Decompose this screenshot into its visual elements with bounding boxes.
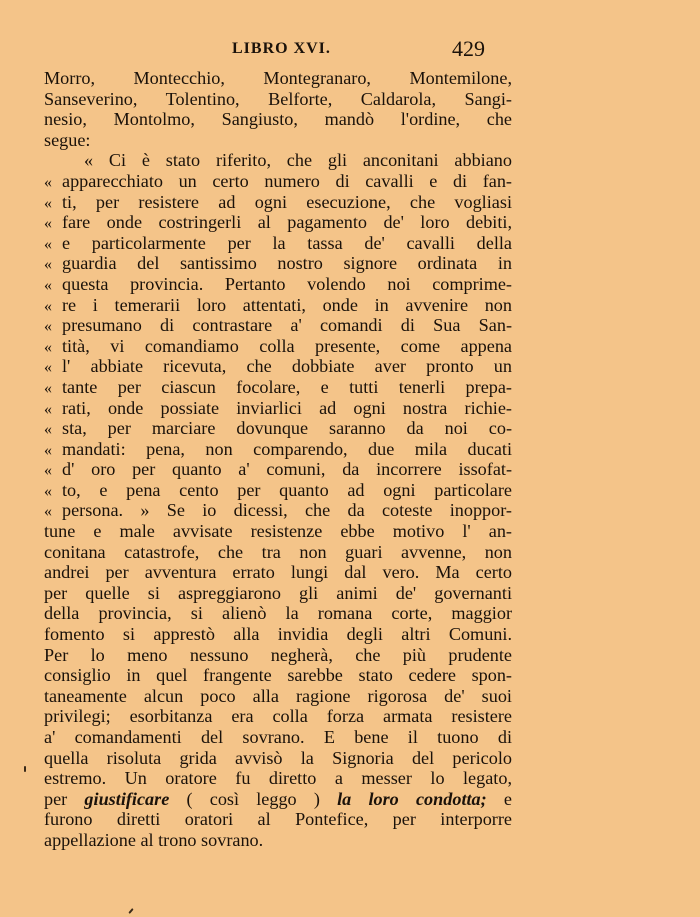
quote-line: [44, 336, 512, 357]
quote-mark: «: [44, 482, 52, 500]
text-line: Morro, Montecchio, Montegranaro, Montemilone,: [44, 68, 512, 88]
quote-line: [44, 212, 512, 233]
quote-text: d' oro per quanto a' comuni, da incorrere issofat-: [62, 459, 512, 480]
text-line: furono diretti oratori al Pontefice, per interporre: [44, 809, 512, 830]
text-line: nesio, Montolmo, Sangiusto, mandò l'ordine, che: [44, 109, 512, 130]
quote-line: [44, 418, 512, 439]
quote-text: persona. » Se io dicessi, che da coteste inoppor-: [62, 500, 512, 521]
quote-mark: «: [44, 173, 52, 191]
quote-text: re i temerarii loro attentati, onde in avvenire non: [62, 294, 512, 315]
text-line: segue:: [44, 129, 91, 150]
quote-line: [44, 150, 512, 171]
body-text: [44, 68, 512, 851]
quote-mark: «: [44, 379, 52, 397]
quote-text: presumano di contrastare a' comandi di Sua San-: [62, 315, 512, 336]
quote-line: [44, 295, 512, 316]
quote-mark: «: [44, 400, 52, 418]
quote-line: [44, 233, 512, 254]
quote-mark: «: [44, 318, 52, 336]
text-line: consiglio in quel frangente sarebbe stato cedere spon-: [44, 665, 512, 686]
quote-mark: «: [44, 421, 52, 439]
quote-text: ti, per resistere ad ogni esecuzione, che vogliasi: [62, 191, 512, 212]
text-line: quella risoluta grida avvisò la Signoria del pericolo: [44, 747, 512, 768]
ink-speck: [128, 908, 133, 914]
quote-text: e particolarmente per la tassa de' cavalli della: [62, 232, 512, 253]
text-line: privilegi; esorbitanza era colla forza armata resistere: [44, 706, 512, 727]
quote-line: [44, 274, 512, 295]
quote-line: [44, 192, 512, 213]
text-line: appellazione al trono sovrano.: [44, 829, 264, 850]
quote-line: [44, 171, 512, 192]
text-line: taneamente alcun poco alla ragione rigorosa de' suoi: [44, 685, 512, 706]
quote-text: rati, onde possiate inviarlici ad ogni nostra richie-: [62, 397, 512, 418]
text-line: fomento si apprestò alla invidia degli altri Comuni.: [44, 624, 512, 645]
quote-line: [44, 439, 512, 460]
text-line-with-italics: [44, 789, 512, 810]
quote-line: [44, 377, 512, 398]
text-line: per quelle si aspreggiarono gli animi de' governanti: [44, 582, 512, 603]
ink-speck: [24, 766, 26, 772]
quote-mark: «: [44, 441, 52, 459]
text-line: Sanseverino, Tolentino, Belforte, Caldarola, Sangi-: [44, 88, 512, 109]
page-header: [0, 36, 700, 66]
text-line: andrei per avventura errato lungi dal vero. Ma certo: [44, 562, 512, 583]
quote-line: [44, 459, 512, 480]
quote-mark: «: [44, 338, 52, 356]
text-line: a' comandamenti del sovrano. E bene il tuono di: [44, 727, 512, 747]
quote-line: [44, 356, 512, 377]
italic-run: giustificare: [84, 788, 170, 809]
quote-text: sta, per marciare dovunque saranno da noi co-: [62, 418, 512, 439]
text-run: ( così leggo ): [169, 788, 338, 809]
quote-line: [44, 315, 512, 336]
quote-text: guardia del santissimo nostro signore ordinata in: [62, 253, 512, 274]
quote-mark: «: [44, 194, 52, 212]
running-title: LIBRO XVI.: [232, 40, 331, 57]
quote-line: [44, 480, 512, 501]
quote-text: questa provincia. Pertanto volendo noi comprime-: [62, 273, 512, 294]
text-run: per: [44, 788, 85, 809]
quote-text: fare onde costringerli al pagamento de' loro debiti,: [62, 212, 512, 233]
quote-mark: «: [44, 503, 52, 521]
quote-mark: «: [44, 235, 52, 253]
text-line: della provincia, si alienò la romana corte, maggior: [44, 603, 512, 624]
quote-text: « Ci è stato riferito, che gli anconitani abbiano: [84, 150, 512, 171]
quote-mark: «: [44, 276, 52, 294]
quote-line: [44, 253, 512, 274]
text-line: Per lo meno nessuno negherà, che più prudente: [44, 644, 512, 665]
quote-text: tità, vi comandiamo colla presente, come appena: [62, 335, 512, 356]
text-line: tune e male avvisate resistenze ebbe motivo l' an-: [44, 521, 512, 542]
quote-mark: «: [44, 359, 52, 377]
quote-text: l' abbiate ricevuta, che dobbiate aver pronto un: [62, 356, 512, 377]
quote-text: mandati: pena, non comparendo, due mila ducati: [62, 438, 512, 459]
quote-text: tante per ciascun focolare, e tutti tenerli prepa-: [62, 376, 512, 397]
page-number: 429: [452, 36, 485, 61]
quote-line: [44, 398, 512, 419]
italic-run: la loro condotta;: [337, 788, 487, 809]
quote-text: apparecchiato un certo numero di cavalli e di fan-: [62, 170, 512, 191]
text-run: e: [486, 788, 512, 809]
quote-line: [44, 500, 512, 521]
quote-mark: «: [44, 215, 52, 233]
text-line: conitana catastrofe, che tra non guari avvenne, non: [44, 541, 512, 562]
quote-mark: «: [44, 297, 52, 315]
quote-text: to, e pena cento per quanto ad ogni particolare: [62, 479, 512, 500]
quote-mark: «: [44, 462, 52, 480]
text-line: estremo. Un oratore fu diretto a messer lo legato,: [44, 768, 512, 789]
quote-mark: «: [44, 256, 52, 274]
